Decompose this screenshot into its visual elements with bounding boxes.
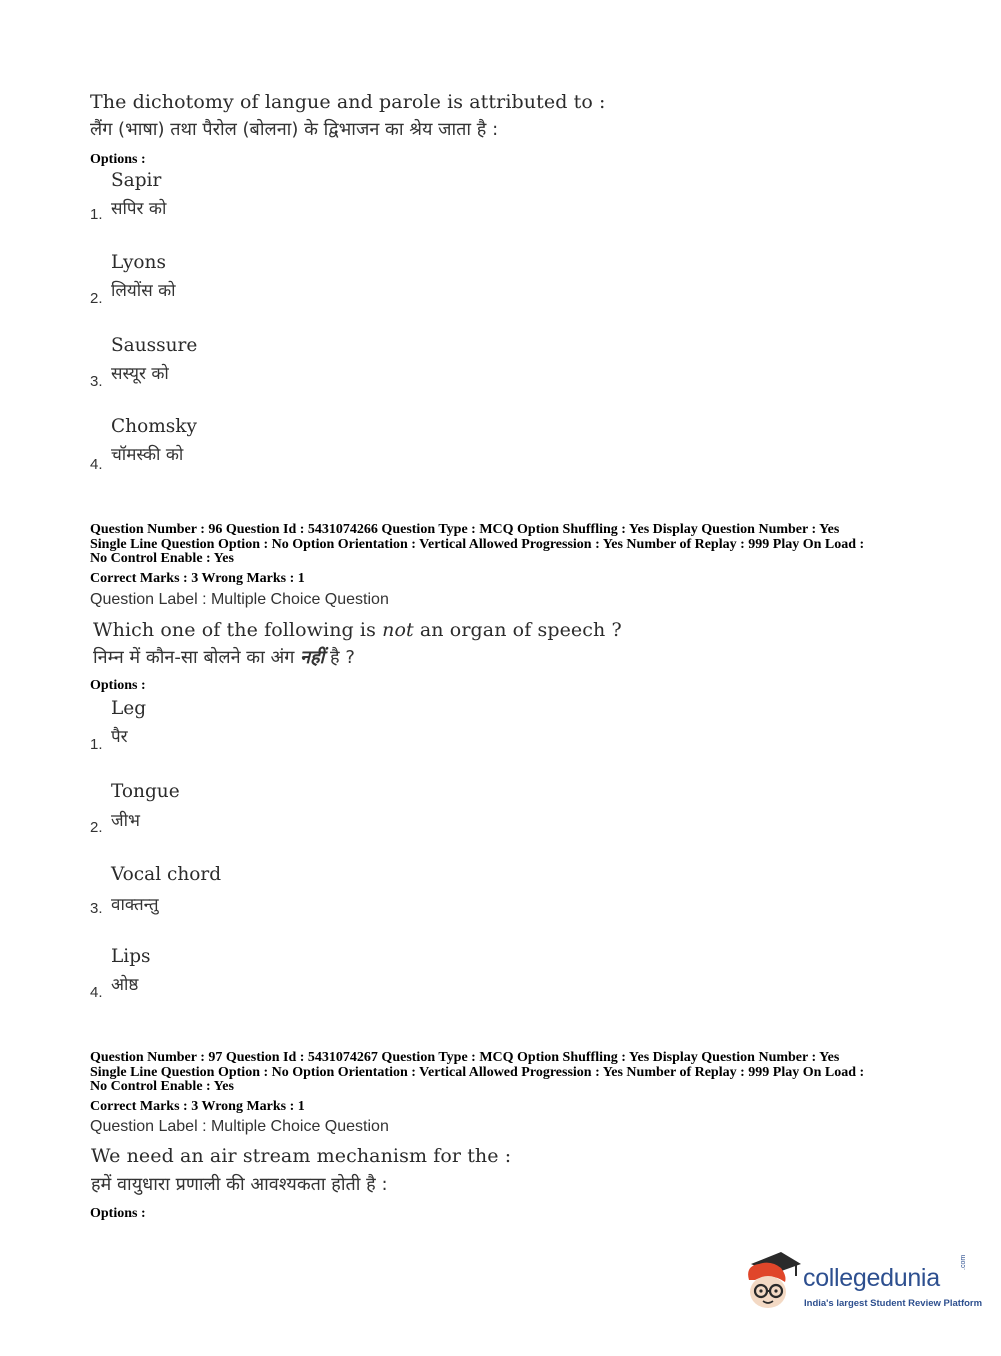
option-hi: सपिर को bbox=[111, 199, 167, 219]
question-96-label: Question Label : Multiple Choice Question bbox=[90, 591, 389, 608]
options-label: Options : bbox=[90, 1206, 146, 1221]
collegedunia-mascot-icon bbox=[741, 1250, 803, 1312]
question-96-text-en bbox=[93, 619, 622, 641]
option-en: Leg bbox=[111, 698, 147, 719]
question-96-text-en-emphasis: not bbox=[382, 619, 414, 641]
question-97-meta-line3: No Control Enable : Yes bbox=[90, 1079, 234, 1094]
question-96-text-hi-emphasis: नहीं bbox=[300, 647, 325, 668]
option-en: Tongue bbox=[111, 781, 180, 802]
option-en: Sapir bbox=[111, 170, 162, 191]
option-number: 1. bbox=[90, 736, 103, 753]
option-en: Lips bbox=[111, 946, 151, 967]
question-96-meta-line1: Question Number : 96 Question Id : 5431074266 Question Type : MCQ Option Shuffling : Yes Display Question Number : Yes bbox=[90, 522, 840, 537]
question-96-text-hi-post: है ? bbox=[324, 647, 355, 668]
question-97-text-hi: हमें वायुधारा प्रणाली की आवश्यकता होती है : bbox=[91, 1174, 388, 1195]
question-97-meta-line1: Question Number : 97 Question Id : 5431074267 Question Type : MCQ Option Shuffling : Yes Display Question Number : Yes bbox=[90, 1050, 840, 1065]
option-number: 2. bbox=[90, 290, 103, 307]
option-hi: ओष्ठ bbox=[111, 975, 139, 995]
option-hi: सस्यूर को bbox=[111, 364, 169, 384]
collegedunia-tagline: India's largest Student Review Platform bbox=[804, 1298, 983, 1309]
question-96-meta-line3: No Control Enable : Yes bbox=[90, 551, 234, 566]
option-hi: लियोंस को bbox=[111, 281, 176, 301]
question-95-text-hi: लैंग (भाषा) तथा पैरोल (बोलना) के द्विभाजन का श्रेय जाता है : bbox=[90, 119, 499, 140]
question-96-meta-line2: Single Line Question Option : No Option Orientation : Vertical Allowed Progression : Yes Number of Replay : 999 Play On Load : bbox=[90, 537, 865, 552]
question-96-text-en-post: an organ of speech ? bbox=[413, 619, 622, 641]
question-97-marks: Correct Marks : 3 Wrong Marks : 1 bbox=[90, 1099, 305, 1114]
options-label: Options : bbox=[90, 678, 146, 693]
option-number: 2. bbox=[90, 819, 103, 836]
option-number: 4. bbox=[90, 984, 103, 1001]
option-hi: वाक्तन्तु bbox=[111, 895, 159, 915]
question-96-text-hi bbox=[93, 645, 355, 669]
collegedunia-logo-text: collegedunia bbox=[803, 1264, 940, 1292]
question-97-label: Question Label : Multiple Choice Question bbox=[90, 1118, 389, 1135]
question-96-text-en-pre: Which one of the following is bbox=[93, 619, 383, 641]
option-number: 3. bbox=[90, 900, 103, 917]
option-en: Chomsky bbox=[111, 416, 197, 437]
option-number: 4. bbox=[90, 456, 103, 473]
question-97-meta-line2: Single Line Question Option : No Option Orientation : Vertical Allowed Progression : Yes Number of Replay : 999 Play On Load : bbox=[90, 1065, 865, 1080]
option-number: 3. bbox=[90, 373, 103, 390]
option-hi: पैर bbox=[111, 727, 128, 747]
question-95-text-en: The dichotomy of langue and parole is attributed to : bbox=[90, 91, 606, 113]
option-en: Saussure bbox=[111, 335, 198, 356]
question-97-text-en: We need an air stream mechanism for the : bbox=[91, 1145, 512, 1167]
option-hi: जीभ bbox=[111, 811, 140, 831]
option-number: 1. bbox=[90, 206, 103, 223]
question-96-marks: Correct Marks : 3 Wrong Marks : 1 bbox=[90, 571, 305, 586]
options-label: Options : bbox=[90, 152, 146, 167]
option-hi: चॉमस्की को bbox=[111, 445, 184, 465]
option-en: Vocal chord bbox=[111, 864, 222, 885]
collegedunia-logo-com: .com bbox=[960, 1254, 967, 1270]
question-96-text-hi-pre: निम्न में कौन-सा बोलने का अंग bbox=[93, 647, 301, 668]
option-en: Lyons bbox=[111, 252, 166, 273]
